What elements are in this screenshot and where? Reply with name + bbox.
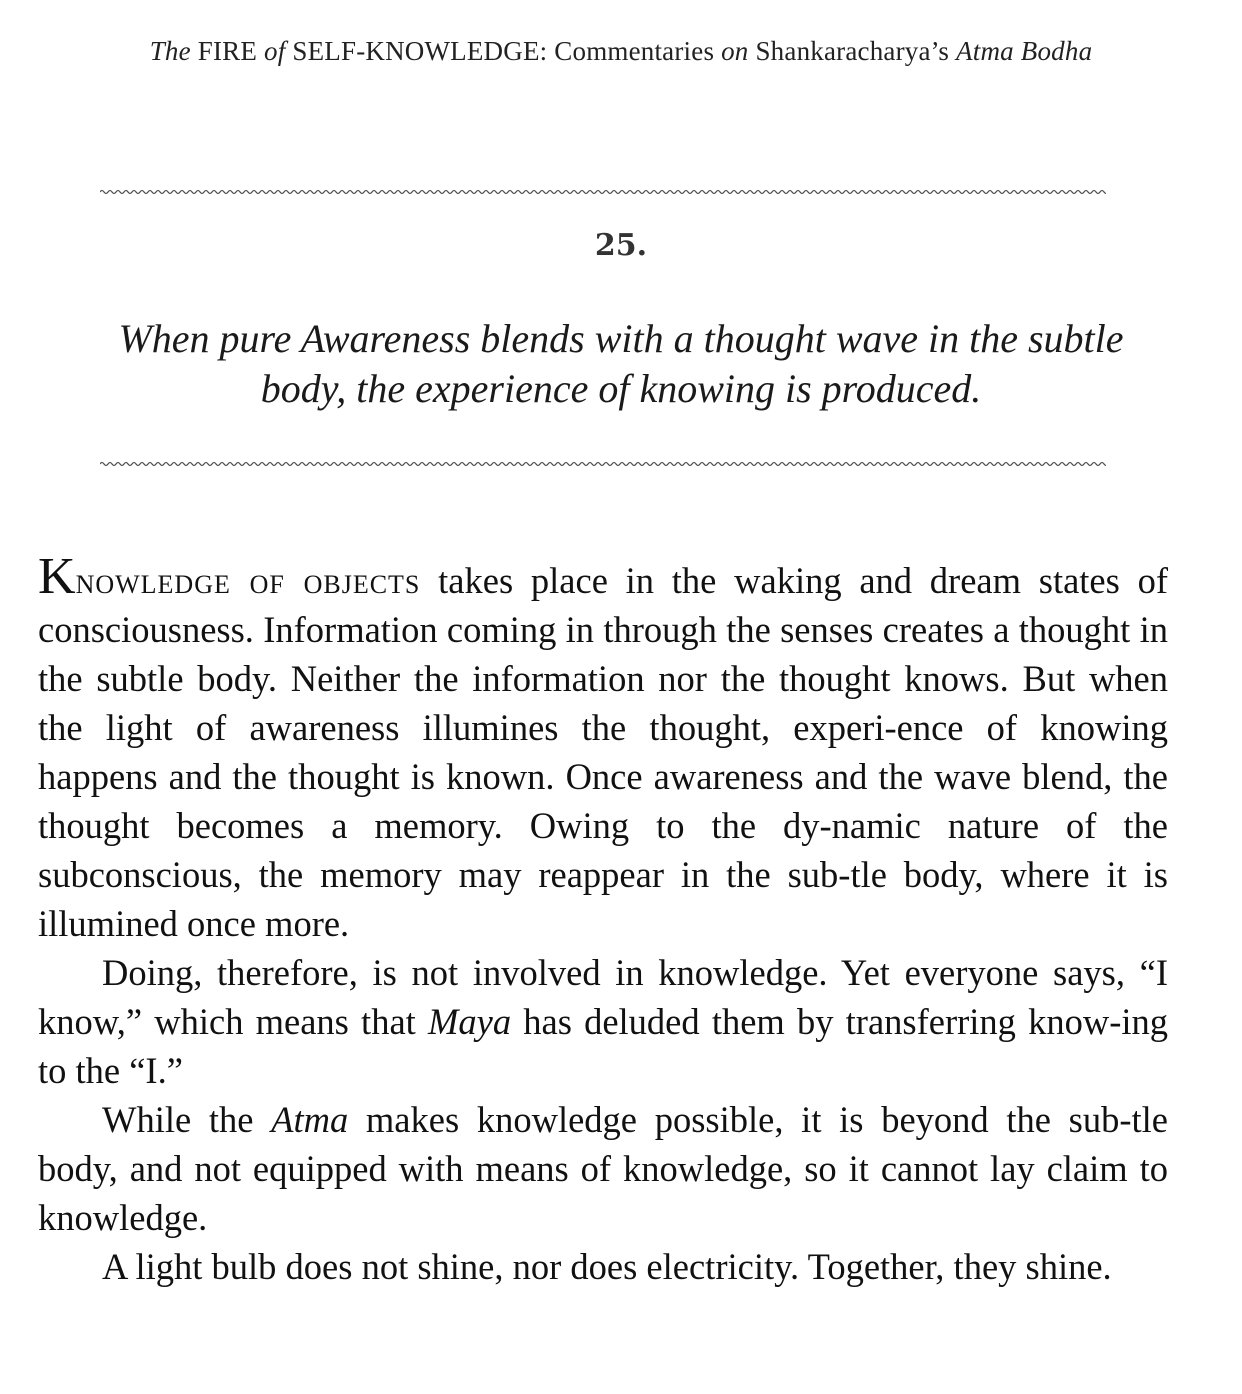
running-head-of: of xyxy=(264,36,286,66)
running-head-author: Shankaracharya’s xyxy=(755,36,950,66)
term-maya: Maya xyxy=(427,1001,512,1042)
verse-text: When pure Awareness blends with a thought wave in the subtle body, the experience of knowing is produced. xyxy=(118,316,1124,411)
lead-in-smallcaps: nowledge of objects xyxy=(75,560,421,601)
paragraph-2-text-a: Doing, therefore, is not involved in knowledge. Yet everyone says, “I know,” which means that xyxy=(38,952,1168,1042)
paragraph-3-text-b: makes knowledge possible, it is beyond the sub-tle body, and not equipped with means of knowledge, so it cannot lay claim to knowledge. xyxy=(38,1099,1168,1238)
bottom-ornamental-rule xyxy=(100,460,1106,468)
paragraph-4: A light bulb does not shine, nor does electricity. Together, they shine. xyxy=(102,1246,1112,1287)
verse-number: 25. xyxy=(594,228,648,263)
paragraph-3-text-a: While the xyxy=(102,1099,272,1140)
running-head-fire: FIRE xyxy=(197,36,258,66)
term-atma: Atma xyxy=(271,1099,349,1140)
paragraph-1-text: takes place in the waking and dream states of consciousness. Information coming in through the senses creates a thought in the subtle body. Neither the information nor the thought knows. But when the light of awareness illumines the thought, experi-ence of knowing happens and the thought is known. Once awareness and the wave blend, the thought becomes a memory. Owing to the dy-namic nature of the subconscious, the memory may reappear in the sub-tle body, where it is illumined once more. xyxy=(38,560,1168,944)
top-ornamental-rule xyxy=(100,188,1106,196)
running-head-the: The xyxy=(149,36,191,66)
running-head-book-title: Atma Bodha xyxy=(956,36,1093,66)
paragraph-1 xyxy=(38,548,1168,948)
drop-cap: K xyxy=(38,548,76,605)
paragraph-2 xyxy=(38,948,1168,1095)
paragraph-2-text-b: has deluded them by transferring know-ing to the “I.” xyxy=(38,1001,1168,1091)
running-head-on: on xyxy=(721,36,749,66)
running-head xyxy=(0,36,1242,67)
commentary-body xyxy=(38,548,1168,1291)
paragraph-3 xyxy=(38,1095,1168,1242)
running-head-self-knowledge: SELF-KNOWLEDGE: Commentaries xyxy=(292,36,715,66)
